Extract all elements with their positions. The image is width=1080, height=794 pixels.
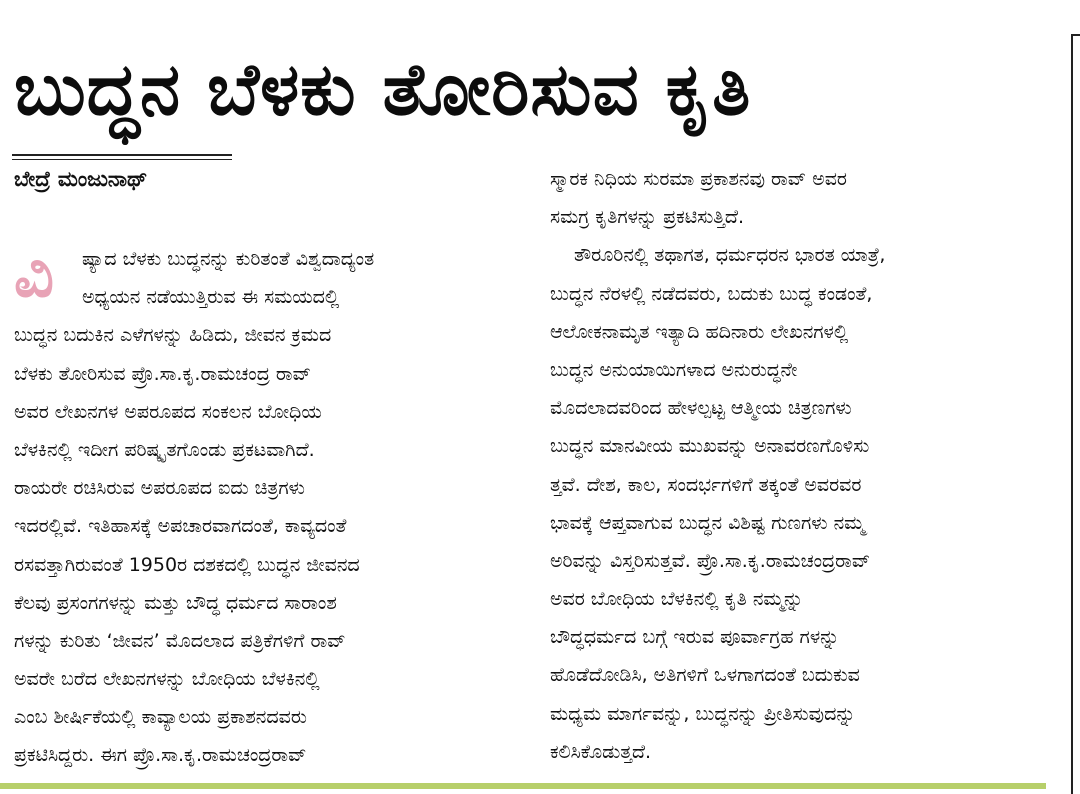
text-line: ಅವರೇ ಬರೆದ ಲೇಖನಗಳನ್ನು ಬೋಧಿಯ ಬೆಳಕಿನಲ್ಲಿ [14, 668, 320, 691]
text-line: ಅವರ ಲೇಖನಗಳ ಅಪರೂಪದ ಸಂಕಲನ ಬೋಧಿಯ [14, 400, 322, 423]
text-line: ಸ್ಮಾರಕ ನಿಧಿಯ ಸುರಮಾ ಪ್ರಕಾಶನವು ರಾವ್ ಅವರ [550, 168, 847, 190]
text-line: ಗಳನ್ನು ಕುರಿತು ‘ಜೀವನ’ ಮೊದಲಾದ ಪತ್ರಿಕೆಗಳಿಗೆ ರಾವ್ [14, 629, 346, 652]
text-line: ತೌರೂರಿನಲ್ಲಿ ತಥಾಗತ, ಧರ್ಮಧರನ ಭಾರತ ಯಾತ್ರೆ, [574, 244, 886, 267]
byline-rule-bottom [12, 159, 232, 160]
byline-rule-top [12, 154, 232, 156]
text-line: ರಸವತ್ತಾಗಿರುವಂತೆ 1950ರ ದಶಕದಲ್ಲಿ ಬುದ್ಧನ ಜೀವನದ [14, 553, 360, 576]
text-line: ಬುದ್ಧನ ಬದುಕಿನ ಎಳೆಗಳನ್ನು ಹಿಡಿದು, ಜೀವನ ಕ್ರಮದ [14, 324, 332, 347]
bottom-accent-bar [0, 783, 1046, 789]
page-border-right [1071, 34, 1073, 794]
text-line: ಬುದ್ಧನ ಮಾನವೀಯ ಮುಖವನ್ನು ಅನಾವರಣಗೊಳಿಸು [550, 435, 870, 458]
text-line: ಬುದ್ಧನ ಅನುಯಾಯಿಗಳಾದ ಅನುರುದ್ಧನೇ [550, 358, 798, 381]
text-line: ರಾಯರೇ ರಚಿಸಿರುವ ಅಪರೂಪದ ಐದು ಚಿತ್ರಗಳು [14, 477, 305, 500]
text-line: ಮಧ್ಯಮ ಮಾರ್ಗವನ್ನು, ಬುದ್ಧನನ್ನು ಪ್ರೀತಿಸುವುದನ್ನು [550, 702, 856, 725]
text-line: ತ್ತವೆ. ದೇಶ, ಕಾಲ, ಸಂದರ್ಭಗಳಿಗೆ ತಕ್ಕಂತೆ ಅವರವರ [550, 473, 862, 496]
text-line: ಅಧ್ಯಯನ ನಡೆಯುತ್ತಿರುವ ಈ ಸಮಯದಲ್ಲಿ [82, 286, 340, 309]
text-line: ಭಾವಕ್ಕೆ ಆಪ್ತವಾಗುವ ಬುದ್ಧನ ವಿಶಿಷ್ಟ ಗುಣಗಳು ನಮ್ಮ [550, 511, 865, 534]
text-line: ಅರಿವನ್ನು ವಿಸ್ತರಿಸುತ್ತವೆ. ಪ್ರೊ.ಸಾ.ಕೃ.ರಾಮಚಂದ್ರರಾವ್ [550, 549, 871, 572]
text-line: ಇದರಲ್ಲಿವೆ. ಇತಿಹಾಸಕ್ಕೆ ಅಪಚಾರವಾಗದಂತೆ, ಕಾವ್ಯದಂತೆ [14, 515, 347, 538]
drop-cap-letter: ವಿ [14, 238, 54, 311]
text-line: ಕೆಲವು ಪ್ರಸಂಗಗಳನ್ನು ಮತ್ತು ಬೌದ್ಧ ಧರ್ಮದ ಸಾರಾಂಶ [14, 591, 337, 614]
article-byline: ಬೇದ್ರೆ ಮಂಜುನಾಥ್ [14, 167, 148, 191]
text-line: ಹೊಡೆದೋಡಿಸಿ, ಅತಿಗಳಿಗೆ ಒಳಗಾಗದಂತೆ ಬದುಕುವ [550, 664, 860, 687]
left-text-column [14, 240, 514, 775]
text-line: ಎಂಬ ಶೀರ್ಷಿಕೆಯಲ್ಲಿ ಕಾವ್ಯಾಲಯ ಪ್ರಕಾಶನದವರು [14, 706, 307, 729]
text-line: ಕಲಿಸಿಕೊಡುತ್ತದೆ. [550, 740, 652, 763]
text-line: ಆಲೋಕನಾಮೃತ ಇತ್ಯಾದಿ ಹದಿನಾರು ಲೇಖನಗಳಲ್ಲಿ [550, 320, 849, 343]
text-line: ಬುದ್ಧನ ನೆರಳಲ್ಲಿ ನಡೆದವರು, ಬದುಕು ಬುದ್ಧ ಕಂಡಂತೆ, [550, 282, 873, 305]
text-line: ಬೆಳಕು ತೋರಿಸುವ ಪ್ರೊ.ಸಾ.ಕೃ.ರಾಮಚಂದ್ರ ರಾವ್ [14, 362, 311, 385]
text-line: ಅವರ ಬೋಧಿಯ ಬೆಳಕಿನಲ್ಲಿ ಕೃತಿ ನಮ್ಮನ್ನು [550, 588, 804, 611]
article-headline: ಬುದ್ಧನ ಬೆಳಕು ತೋರಿಸುವ ಕೃತಿ [14, 47, 752, 131]
right-text-column [550, 160, 1050, 771]
text-line: ಷ್ಯಾದ ಬೆಳಕು ಬುದ್ಧನನ್ನು ಕುರಿತಂತೆ ವಿಶ್ವದಾದ್ಯಂತ [82, 248, 375, 270]
text-line: ಮೊದಲಾದವರಿಂದ ಹೇಳಲ್ಪಟ್ಟ ಆತ್ಮೀಯ ಚಿತ್ರಣಗಳು [550, 397, 852, 420]
text-line: ಪ್ರಕಟಿಸಿದ್ದರು. ಈಗ ಪ್ರೊ.ಸಾ.ಕೃ.ರಾಮಚಂದ್ರರಾವ್ [14, 744, 307, 767]
text-line: ಬೌದ್ಧಧರ್ಮದ ಬಗ್ಗೆ ಇರುವ ಪೂರ್ವಾಗ್ರಹ ಗಳನ್ನು [550, 626, 840, 649]
text-line: ಬೆಳಕಿನಲ್ಲಿ ಇದೀಗ ಪರಿಷ್ಕೃತಗೊಂಡು ಪ್ರಕಟವಾಗಿದೆ. [14, 438, 315, 461]
text-line: ಸಮಗ್ರ ಕೃತಿಗಳನ್ನು ಪ್ರಕಟಿಸುತ್ತಿದೆ. [550, 206, 745, 229]
